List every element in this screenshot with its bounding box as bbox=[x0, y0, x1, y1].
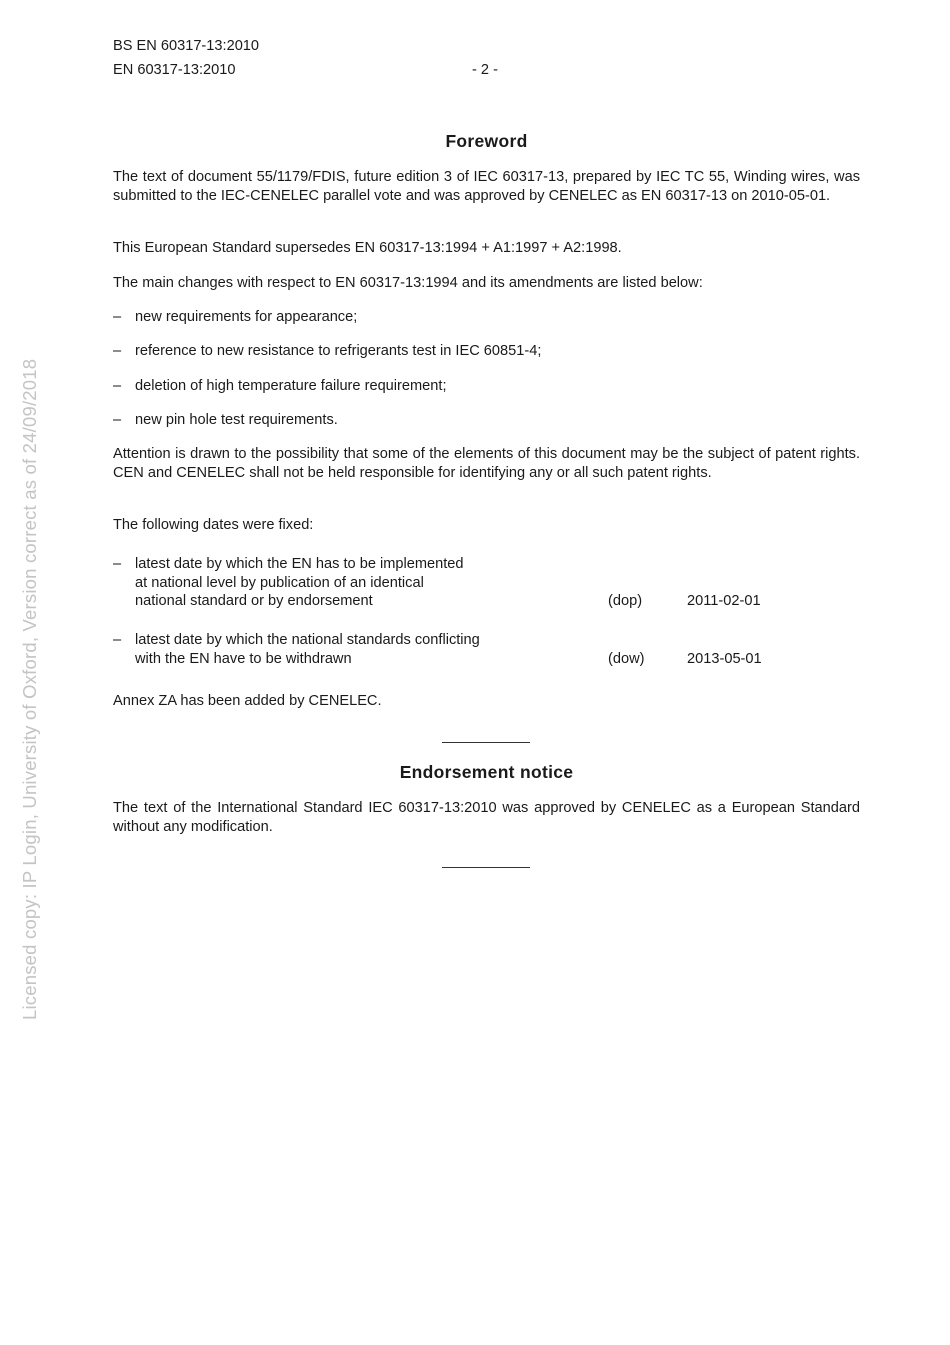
dash-bullet: – bbox=[113, 412, 122, 428]
change-text: new pin hole test requirements. bbox=[135, 412, 338, 428]
date-description-line: national standard or by endorsement bbox=[135, 593, 373, 609]
date-value: 2013-05-01 bbox=[687, 651, 762, 667]
end-divider bbox=[442, 867, 530, 868]
page-number: - 2 - bbox=[472, 62, 498, 78]
dash-bullet: – bbox=[113, 343, 122, 359]
foreword-paragraph-6: Annex ZA has been added by CENELEC. bbox=[113, 693, 382, 709]
endorsement-title: Endorsement notice bbox=[399, 762, 574, 782]
date-code: (dow) bbox=[608, 651, 645, 667]
date-description-line: with the EN have to be withdrawn bbox=[135, 650, 352, 667]
foreword-paragraph-5: The following dates were fixed: bbox=[113, 517, 314, 533]
dash-bullet: – bbox=[113, 556, 122, 572]
date-description-line: at national level by publication of an identical bbox=[135, 574, 424, 591]
date-description bbox=[135, 555, 575, 611]
change-text: deletion of high temperature failure requirement; bbox=[135, 378, 447, 394]
document-id-en: EN 60317-13:2010 bbox=[113, 62, 236, 78]
date-description-line: latest date by which the EN has to be implemented bbox=[135, 556, 464, 572]
document-id-bs: BS EN 60317-13:2010 bbox=[113, 38, 260, 54]
change-text: new requirements for appearance; bbox=[135, 309, 358, 325]
dash-bullet: – bbox=[113, 309, 122, 325]
foreword-paragraph-1: The text of document 55/1179/FDIS, future edition 3 of IEC 60317-13, prepared by IEC TC 55, Winding wires, was submitted to the IEC-CENELEC parallel vote and was approved by CENELEC as EN 60317-13 on 2010-05-01. bbox=[113, 169, 860, 204]
foreword-title: Foreword bbox=[445, 131, 528, 151]
date-description-line: latest date by which the national standards conflicting bbox=[135, 632, 480, 648]
change-text: reference to new resistance to refrigerants test in IEC 60851-4; bbox=[135, 343, 542, 359]
date-code: (dop) bbox=[608, 593, 643, 609]
date-value: 2011-02-01 bbox=[687, 593, 761, 609]
date-description bbox=[135, 631, 575, 668]
foreword-paragraph-2: This European Standard supersedes EN 60317-13:1994 + A1:1997 + A2:1998. bbox=[113, 240, 622, 256]
section-divider bbox=[442, 742, 530, 743]
foreword-paragraph-3: The main changes with respect to EN 60317-13:1994 and its amendments are listed below: bbox=[113, 275, 703, 291]
dash-bullet: – bbox=[113, 632, 122, 648]
dash-bullet: – bbox=[113, 378, 122, 394]
endorsement-paragraph: The text of the International Standard IEC 60317-13:2010 was approved by CENELEC as a European Standard without any modification. bbox=[113, 800, 860, 835]
foreword-paragraph-4: Attention is drawn to the possibility that some of the elements of this document may be the subject of patent rights. CEN and CENELEC shall not be held responsible for identifying any or all such patent rights. bbox=[113, 446, 860, 481]
license-watermark: Licensed copy: IP Login, University of Oxford, Version correct as of 24/09/2018 bbox=[19, 358, 40, 1020]
